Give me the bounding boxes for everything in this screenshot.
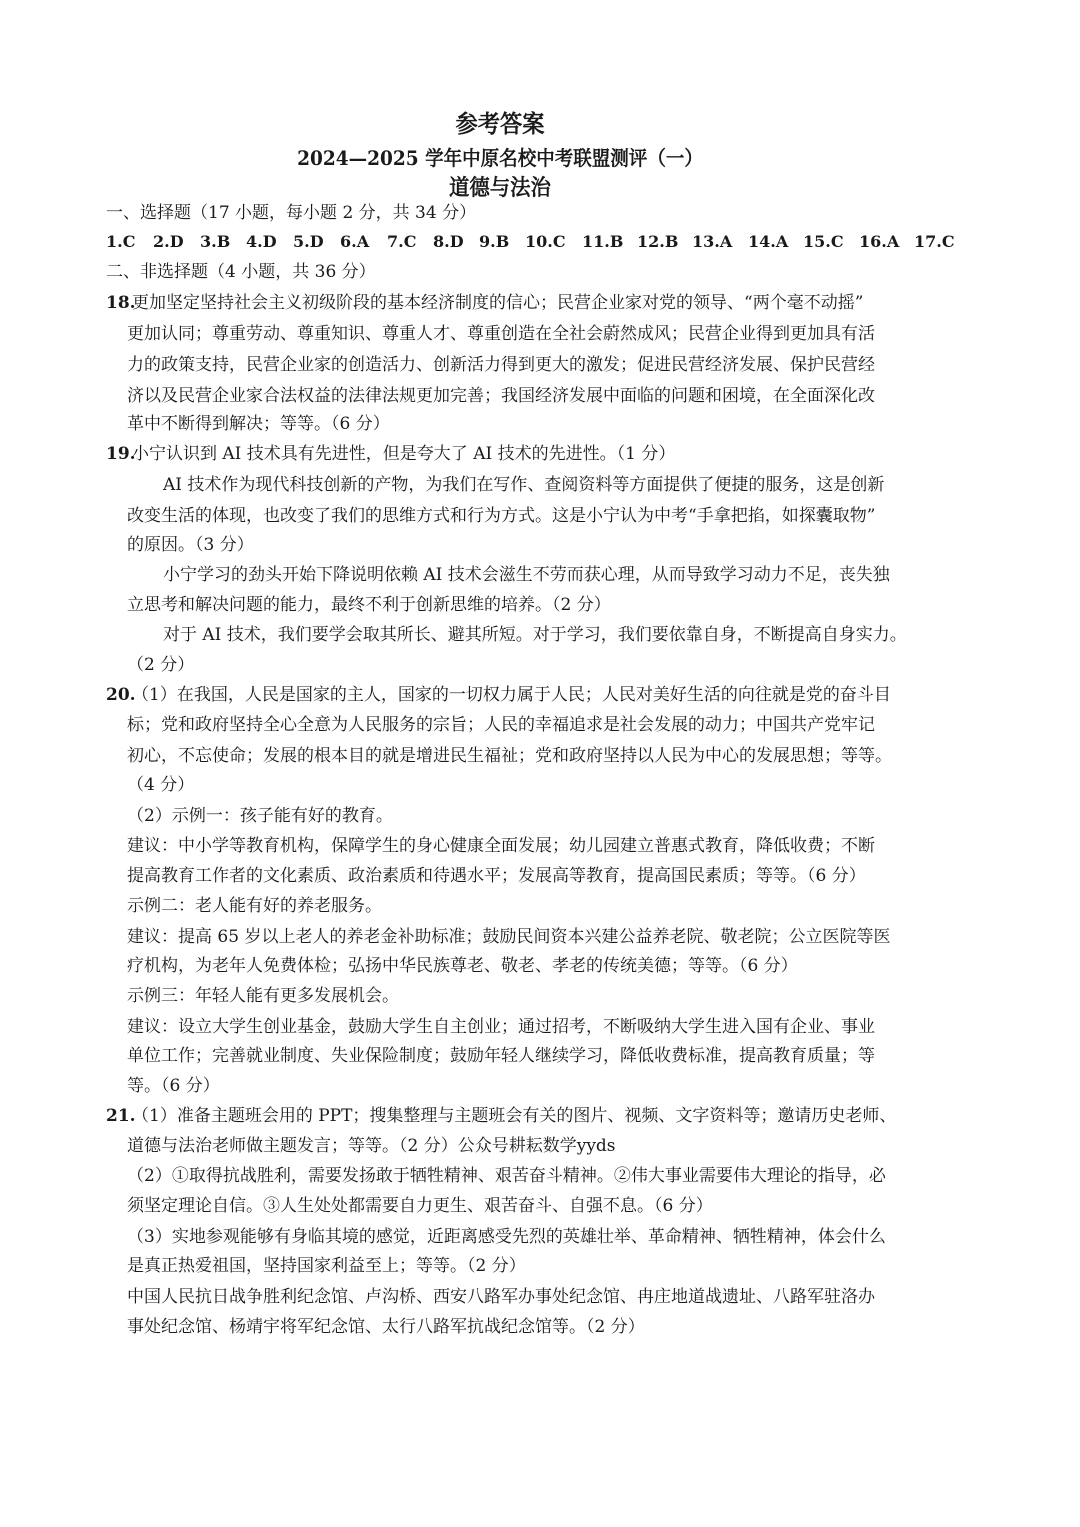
answer-line: 小宁学习的劲头开始下降说明依赖 AI 技术会滋生不劳而获心理，从而导致学习动力不足，丧失独	[163, 565, 890, 585]
answer-item: 6.A	[340, 232, 370, 251]
answer-line: 疗机构，为老年人免费体检；弘扬中华民族尊老、敬老、孝老的传统美德；等等。（6 分）	[127, 956, 798, 976]
question-number: 19.	[106, 444, 136, 464]
answer-line: 标；党和政府坚持全心全意为人民服务的宗旨；人民的幸福追求是社会发展的动力；中国共产党牢记	[127, 715, 875, 735]
answer-item: 9.B	[479, 232, 510, 251]
question-number: 21.	[106, 1106, 136, 1126]
answer-line: 示例二：老人能有好的养老服务。	[127, 896, 382, 916]
answer-line: 济以及民营企业家合法权益的法律法规更加完善；我国经济发展中面临的问题和困境，在全面深化改	[127, 386, 875, 406]
answer-line: 建议：设立大学生创业基金，鼓励大学生自主创业；通过招考，不断吸纳大学生进入国有企业、事业	[127, 1017, 875, 1037]
answer-line: 初心，不忘使命；发展的根本目的就是增进民生福祉；党和政府坚持以人民为中心的发展思想；等等。	[127, 746, 892, 766]
answer-line: 立思考和解决问题的能力，最终不利于创新思维的培养。（2 分）	[127, 595, 611, 615]
answer-line: AI 技术作为现代科技创新的产物，为我们在写作、查阅资料等方面提供了便捷的服务，这是创新	[163, 475, 885, 495]
question-number: 20.	[106, 685, 136, 705]
answer-line: （1）在我国，人民是国家的主人，国家的一切权力属于人民；人民对美好生活的向往就是党的奋斗目	[132, 685, 891, 705]
answer-line: （3）实地参观能够有身临其境的感觉，近距离感受先烈的英雄壮举、革命精神、牺牲精神，体会什么	[127, 1227, 886, 1247]
subject-name: 道德与法治	[449, 175, 551, 201]
answer-line: 小宁认识到 AI 技术具有先进性，但是夸大了 AI 技术的先进性。（1 分）	[132, 444, 676, 464]
answer-item: 17.C	[914, 232, 955, 251]
answer-line: 道德与法治老师做主题发言；等等。（2 分）公众号耕耘数学yyds	[127, 1136, 616, 1156]
answer-line: 建议：提高 65 岁以上老人的养老金补助标准；鼓励民间资本兴建公益养老院、敬老院；公立医院等医	[127, 927, 891, 947]
answer-line: 革中不断得到解决；等等。（6 分）	[127, 414, 390, 434]
answer-item: 8.D	[433, 232, 464, 251]
answer-line: 对于 AI 技术，我们要学会取其所长、避其所短。对于学习，我们要依靠自身，不断提高自身实力。	[163, 625, 907, 645]
answer-item: 7.C	[387, 232, 417, 251]
page-title: 参考答案	[455, 109, 545, 138]
answer-line: 事处纪念馆、杨靖宇将军纪念馆、太行八路军抗战纪念馆等。（2 分）	[127, 1317, 645, 1337]
answer-item: 3.B	[200, 232, 231, 251]
answer-line: 改变生活的体现，也改变了我们的思维方式和行为方式。这是小宁认为中考“手拿把掐，如探囊取物”	[127, 506, 876, 526]
answer-item: 2.D	[153, 232, 184, 251]
answer-line: 更加坚定坚持社会主义初级阶段的基本经济制度的信心；民营企业家对党的领导、“两个毫不动摇”	[132, 293, 864, 313]
answer-line: 示例三：年轻人能有更多发展机会。	[127, 986, 399, 1006]
answer-line: 是真正热爱祖国，坚持国家利益至上；等等。（2 分）	[127, 1256, 526, 1276]
answer-line: 力的政策支持，民营企业家的创造活力、创新活力得到更大的激发；促进民营经济发展、保护民营经	[127, 355, 875, 375]
answer-line: 建议：中小学等教育机构，保障学生的身心健康全面发展；幼儿园建立普惠式教育，降低收费；不断	[127, 836, 875, 856]
answer-item: 4.D	[246, 232, 277, 251]
answer-item: 10.C	[525, 232, 566, 251]
answer-item: 13.A	[692, 232, 733, 251]
answer-item: 15.C	[803, 232, 844, 251]
answer-item: 11.B	[582, 232, 624, 251]
answer-line: 等。（6 分）	[127, 1076, 220, 1096]
answer-line: 单位工作；完善就业制度、失业保险制度；鼓励年轻人继续学习，降低收费标准，提高教育质量；等	[127, 1046, 875, 1066]
answer-item: 5.D	[293, 232, 324, 251]
answer-line: 须坚定理论自信。③人生处处都需要自力更生、艰苦奋斗、自强不息。（6 分）	[127, 1196, 713, 1216]
section1-heading: 一、选择题（17 小题，每小题 2 分，共 34 分）	[106, 203, 477, 223]
answer-line: （2 分）	[127, 655, 195, 675]
answer-line: 更加认同；尊重劳动、尊重知识、尊重人才、尊重创造在全社会蔚然成风；民营企业得到更加具有活	[127, 324, 875, 344]
answer-line: （2）示例一：孩子能有好的教育。	[127, 806, 393, 826]
answer-item: 14.A	[748, 232, 789, 251]
answer-line: （1）准备主题班会用的 PPT；搜集整理与主题班会有关的图片、视频、文字资料等；邀请历史老师、	[132, 1106, 897, 1126]
answer-line: （4 分）	[127, 775, 195, 795]
question-number: 18.	[106, 293, 136, 313]
answer-line: 提高教育工作者的文化素质、政治素质和待遇水平；发展高等教育，提高国民素质；等等。（6 分）	[127, 866, 866, 886]
answer-line: 中国人民抗日战争胜利纪念馆、卢沟桥、西安八路军办事处纪念馆、冉庄地道战遗址、八路军驻洛办	[127, 1287, 875, 1307]
answer-item: 1.C	[106, 232, 136, 251]
answer-item: 16.A	[859, 232, 900, 251]
answer-item: 12.B	[637, 232, 679, 251]
section2-heading: 二、非选择题（4 小题，共 36 分）	[106, 262, 376, 282]
answer-line: 的原因。（3 分）	[127, 535, 254, 555]
exam-name: 2024—2025 学年中原名校中考联盟测评（一）	[297, 146, 703, 170]
answer-line: （2）①取得抗战胜利，需要发扬敢于牺牲精神、艰苦奋斗精神。②伟大事业需要伟大理论的指导，必	[127, 1166, 886, 1186]
